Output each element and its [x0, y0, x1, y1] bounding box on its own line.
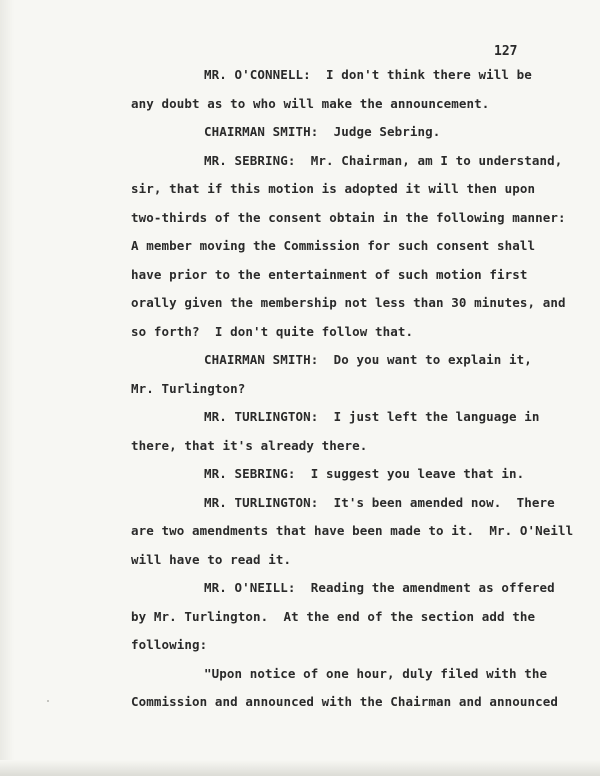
- transcript-line: any doubt as to who will make the announcement.: [131, 96, 490, 111]
- page-left-shadow: [0, 0, 14, 776]
- transcript-line: so forth? I don't quite follow that.: [131, 324, 414, 339]
- transcript-line: orally given the membership not less than 30 minutes, and: [131, 295, 566, 310]
- transcript-line: MR. O'CONNELL: I don't think there will be: [204, 67, 532, 82]
- transcript-line: A member moving the Commission for such consent shall: [131, 238, 536, 253]
- transcript-line: CHAIRMAN SMITH: Do you want to explain it,: [204, 352, 532, 367]
- transcript-line: two-thirds of the consent obtain in the following manner:: [131, 210, 566, 225]
- transcript-line: will have to read it.: [131, 552, 292, 567]
- transcript-line: MR. O'NEILL: Reading the amendment as offered: [204, 580, 555, 595]
- page-bottom-edge: [0, 760, 600, 776]
- transcript-line: MR. TURLINGTON: I just left the language in: [204, 409, 540, 424]
- transcript-line: sir, that if this motion is adopted it will then upon: [131, 181, 536, 196]
- transcript-line: MR. SEBRING: Mr. Chairman, am I to understand,: [204, 153, 563, 168]
- transcript-line: MR. TURLINGTON: It's been amended now. There: [204, 495, 555, 510]
- transcript-line: Commission and announced with the Chairman and announced: [131, 694, 559, 709]
- transcript-line: following:: [131, 637, 208, 652]
- transcript-line: are two amendments that have been made to it. Mr. O'Neill: [131, 523, 574, 538]
- transcript-line: by Mr. Turlington. At the end of the section add the: [131, 609, 536, 624]
- paper-speck: [47, 700, 49, 702]
- page-number: 127: [494, 44, 518, 59]
- transcript-line: Mr. Turlington?: [131, 381, 246, 396]
- transcript-line: have prior to the entertainment of such motion first: [131, 267, 528, 282]
- transcript-line: "Upon notice of one hour, duly filed with the: [204, 666, 548, 681]
- transcript-line: there, that it's already there.: [131, 438, 368, 453]
- transcript-line: MR. SEBRING: I suggest you leave that in.: [204, 466, 525, 481]
- transcript-line: CHAIRMAN SMITH: Judge Sebring.: [204, 124, 441, 139]
